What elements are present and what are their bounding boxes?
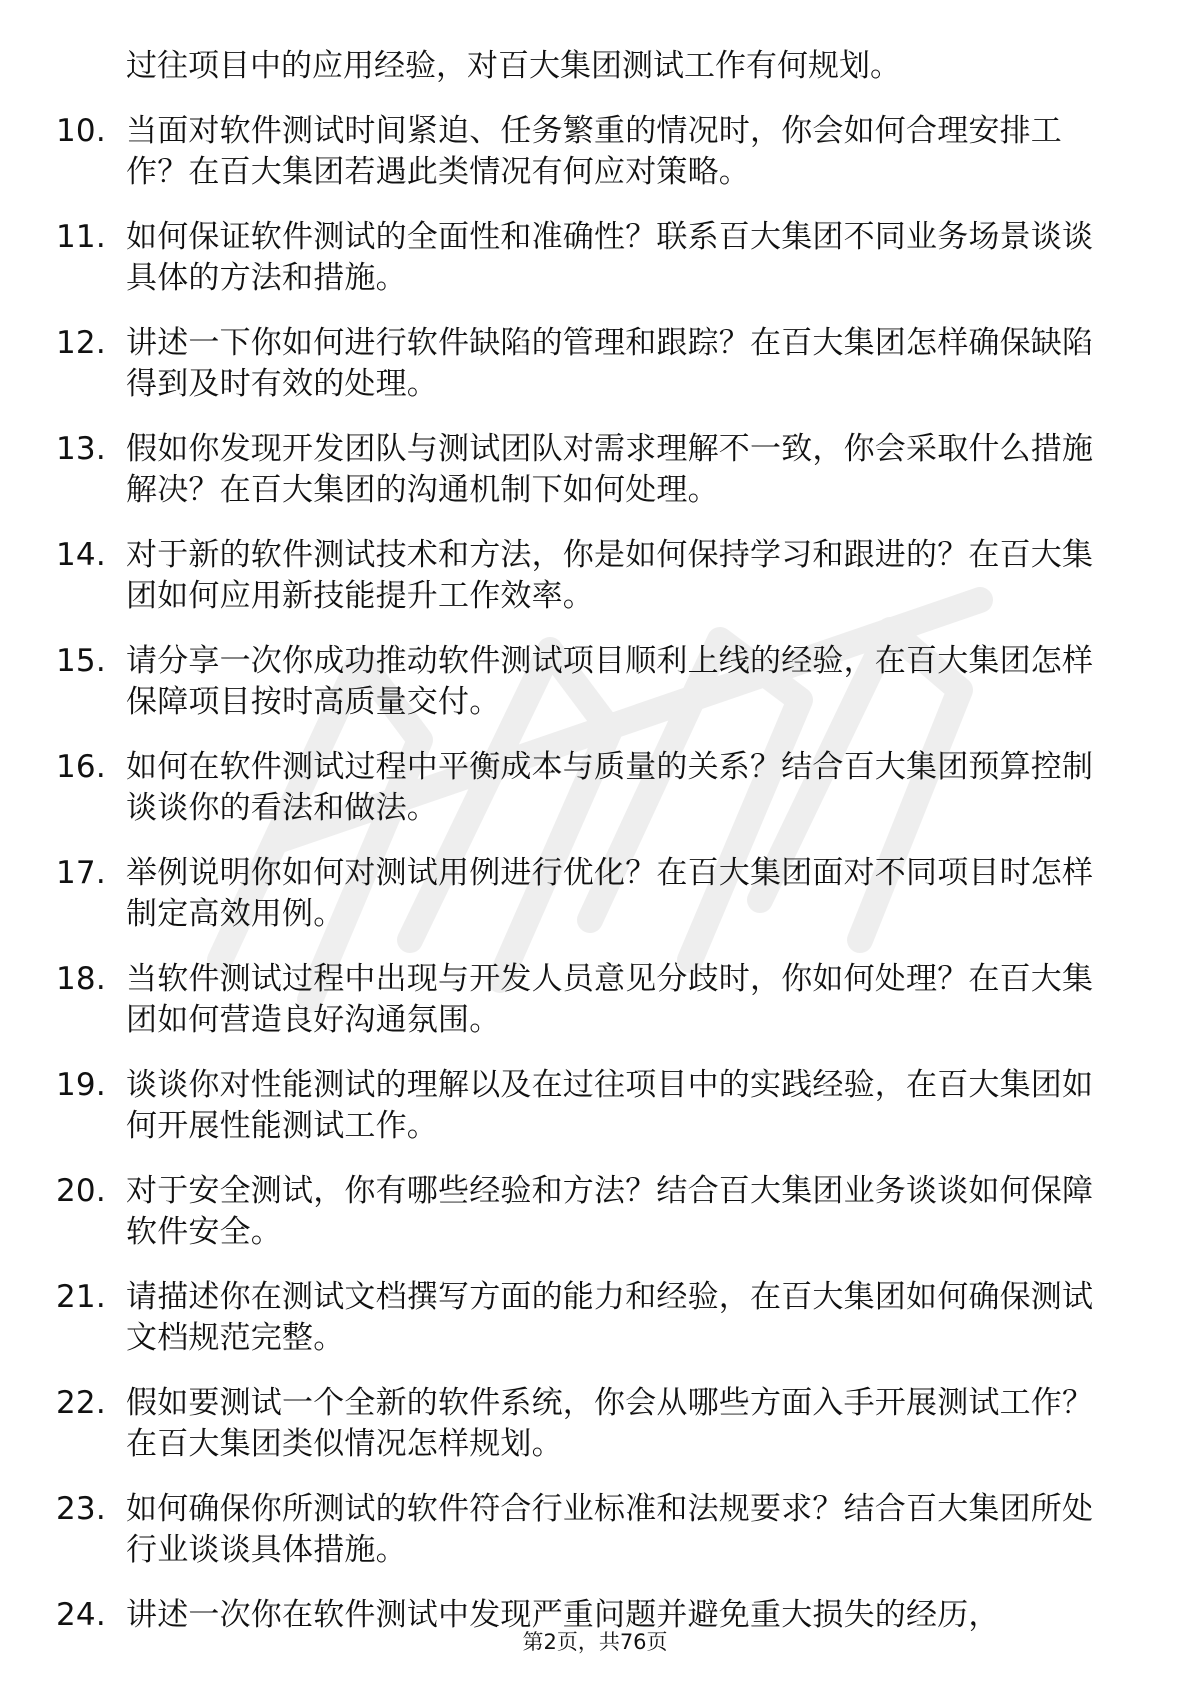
question-number: 19. [56, 1067, 106, 1103]
question-number: 21. [56, 1279, 106, 1315]
question-item [0, 1277, 1190, 1359]
question-number: 12. [56, 325, 106, 361]
question-text: 对于安全测试，你有哪些经验和方法？结合百大集团业务谈谈如何保障软件安全。 [126, 1173, 1094, 1250]
question-item [0, 853, 1190, 935]
questions-container [0, 111, 1190, 1636]
question-text: 举例说明你如何对测试用例进行优化？在百大集团面对不同项目时怎样制定高效用例。 [126, 855, 1094, 932]
question-number: 18. [56, 961, 106, 997]
question-number: 16. [56, 749, 106, 785]
page-footer: 第2页，共76页 [522, 1630, 668, 1654]
question-number: 17. [56, 855, 106, 891]
question-text: 假如你发现开发团队与测试团队对需求理解不一致，你会采取什么措施解决？在百大集团的沟通机制下如何处理。 [126, 431, 1094, 508]
question-number: 11. [56, 219, 106, 255]
question-text: 假如要测试一个全新的软件系统，你会从哪些方面入手开展测试工作？在百大集团类似情况怎样规划。 [126, 1385, 1094, 1462]
question-item [0, 959, 1190, 1041]
question-text: 请分享一次你成功推动软件测试项目顺利上线的经验，在百大集团怎样保障项目按时高质量交付。 [126, 643, 1094, 720]
question-item [0, 1171, 1190, 1253]
question-item [0, 535, 1190, 617]
question-text: 当软件测试过程中出现与开发人员意见分歧时，你如何处理？在百大集团如何营造良好沟通氛围。 [126, 961, 1094, 1038]
question-number: 22. [56, 1385, 106, 1421]
question-number: 20. [56, 1173, 106, 1209]
question-text: 请描述你在测试文档撰写方面的能力和经验，在百大集团如何确保测试文档规范完整。 [126, 1279, 1094, 1356]
question-text: 对于新的软件测试技术和方法，你是如何保持学习和跟进的？在百大集团如何应用新技能提升工作效率。 [126, 537, 1094, 614]
question-item [0, 1065, 1190, 1147]
question-number: 23. [56, 1491, 106, 1527]
question-item [0, 323, 1190, 405]
question-number: 10. [56, 113, 106, 149]
question-item [0, 1489, 1190, 1571]
question-text: 如何保证软件测试的全面性和准确性？联系百大集团不同业务场景谈谈具体的方法和措施。 [126, 219, 1094, 296]
question-item [0, 111, 1190, 193]
question-item [0, 641, 1190, 723]
question-text: 讲述一下你如何进行软件缺陷的管理和跟踪？在百大集团怎样确保缺陷得到及时有效的处理。 [126, 325, 1094, 402]
question-text: 谈谈你对性能测试的理解以及在过往项目中的实践经验，在百大集团如何开展性能测试工作。 [126, 1067, 1094, 1144]
question-text: 如何在软件测试过程中平衡成本与质量的关系？结合百大集团预算控制谈谈你的看法和做法。 [126, 749, 1094, 826]
question-number: 15. [56, 643, 106, 679]
question-item [0, 429, 1190, 511]
question-number: 24. [56, 1597, 106, 1633]
continuation-text: 过往项目中的应用经验，对百大集团测试工作有何规划。 [126, 48, 901, 84]
question-list [0, 46, 1190, 1660]
question-text: 如何确保你所测试的软件符合行业标准和法规要求？结合百大集团所处行业谈谈具体措施。 [126, 1491, 1094, 1568]
question-text: 讲述一次你在软件测试中发现严重问题并避免重大损失的经历， [126, 1597, 1000, 1633]
question-number: 14. [56, 537, 106, 573]
question-item [0, 747, 1190, 829]
question-number: 13. [56, 431, 106, 467]
question-item [0, 1383, 1190, 1465]
question-item [0, 217, 1190, 299]
question-text: 当面对软件测试时间紧迫、任务繁重的情况时，你会如何合理安排工作？在百大集团若遇此类情况有何应对策略。 [126, 113, 1062, 190]
